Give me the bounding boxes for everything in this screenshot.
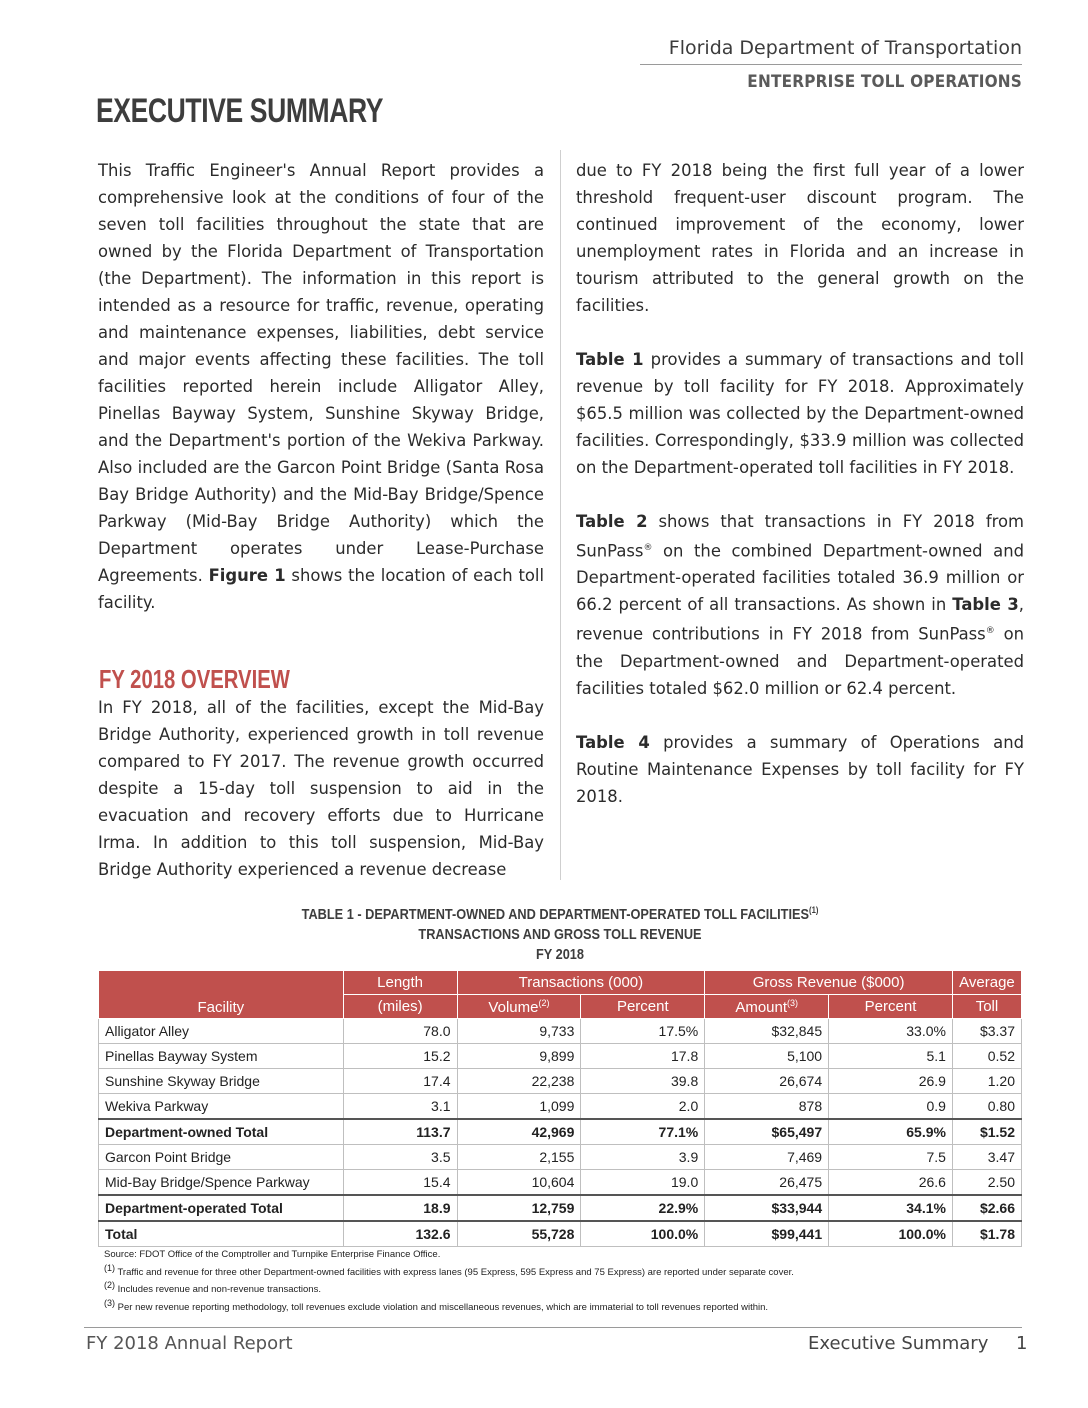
cell-rev-percent: 26.9 bbox=[829, 1069, 953, 1094]
cell-average-toll: 1.20 bbox=[952, 1069, 1021, 1094]
cell-average-toll: 0.80 bbox=[952, 1094, 1021, 1120]
cell-facility: Mid-Bay Bridge/Spence Parkway bbox=[99, 1170, 344, 1196]
cell-facility: Wekiva Parkway bbox=[99, 1094, 344, 1120]
header-volume bbox=[457, 995, 581, 1019]
page-title: EXECUTIVE SUMMARY bbox=[96, 92, 384, 130]
table-row bbox=[99, 1170, 1022, 1196]
table4-paragraph bbox=[576, 729, 1024, 810]
footnote-1-text: Traffic and revenue for three other Department-owned facilities with express lanes (95 Express, 595 Express and 75 Express) are reported under separate cover. bbox=[117, 1266, 794, 1278]
cell-volume: 12,759 bbox=[457, 1195, 581, 1221]
table2-text-c: , revenue contributions in FY 2018 from SunPass bbox=[576, 595, 1024, 644]
cell-trans-percent: 100.0% bbox=[581, 1221, 705, 1247]
cell-rev-percent: 26.6 bbox=[829, 1170, 953, 1196]
table-row bbox=[99, 1069, 1022, 1094]
cell-length: 15.2 bbox=[343, 1044, 457, 1069]
cell-trans-percent: 77.1% bbox=[581, 1119, 705, 1145]
table4-text: provides a summary of Operations and Routine Maintenance Expenses by toll facility for FY 2018. bbox=[576, 732, 1024, 806]
volume-footnote: (2) bbox=[538, 997, 550, 1008]
cell-facility: Garcon Point Bridge bbox=[99, 1145, 344, 1170]
header-length: Length bbox=[343, 971, 457, 995]
footnote-1-mark: (1) bbox=[104, 1262, 115, 1273]
cell-facility: Department-operated Total bbox=[99, 1195, 344, 1221]
registered-mark: ® bbox=[643, 543, 653, 553]
cell-rev-percent: 34.1% bbox=[829, 1195, 953, 1221]
cell-length: 113.7 bbox=[343, 1119, 457, 1145]
footnote-2-mark: (2) bbox=[104, 1280, 115, 1291]
cell-facility: Sunshine Skyway Bridge bbox=[99, 1069, 344, 1094]
table-row bbox=[99, 1044, 1022, 1069]
cell-facility: Alligator Alley bbox=[99, 1019, 344, 1044]
table-caption-line2: TRANSACTIONS AND GROSS TOLL REVENUE bbox=[418, 926, 702, 943]
cell-volume: 9,733 bbox=[457, 1019, 581, 1044]
header-organization: Florida Department of Transportation bbox=[668, 37, 1022, 59]
cell-trans-percent: 17.8 bbox=[581, 1044, 705, 1069]
cell-length: 3.5 bbox=[343, 1145, 457, 1170]
cell-volume: 10,604 bbox=[457, 1170, 581, 1196]
overview-heading: FY 2018 OVERVIEW bbox=[99, 664, 290, 694]
header-division: ENTERPRISE TOLL OPERATIONS bbox=[747, 72, 1022, 92]
cell-length: 3.1 bbox=[343, 1094, 457, 1120]
footer-report-name: FY 2018 Annual Report bbox=[86, 1333, 293, 1354]
overview-column bbox=[98, 694, 544, 883]
right-column bbox=[576, 157, 1024, 810]
table4-reference: Table 4 bbox=[576, 732, 650, 752]
cell-volume: 9,899 bbox=[457, 1044, 581, 1069]
table-total-row bbox=[99, 1119, 1022, 1145]
cell-amount: 7,469 bbox=[705, 1145, 829, 1170]
cell-trans-percent: 2.0 bbox=[581, 1094, 705, 1120]
header-divider bbox=[640, 64, 1022, 65]
table-total-row bbox=[99, 1195, 1022, 1221]
amount-label: Amount bbox=[735, 998, 788, 1016]
table-row bbox=[99, 1145, 1022, 1170]
caption-line1-text: TABLE 1 - DEPARTMENT-OWNED AND DEPARTMENT-OPERATED TOLL FACILITIES bbox=[301, 906, 810, 923]
table1-text: provides a summary of transactions and toll revenue by toll facility for FY 2018. Approximately $65.5 million was collected by the Department-owned facilities. Correspondingly, $33.9 million was collected on the Department-operated toll facilities in FY 2018. bbox=[576, 350, 1024, 477]
cell-volume: 22,238 bbox=[457, 1069, 581, 1094]
table-caption-line3: FY 2018 bbox=[536, 946, 584, 963]
cell-amount: 878 bbox=[705, 1094, 829, 1120]
right-intro-paragraph: due to FY 2018 being the first full year of a lower threshold frequent-user discount program. The continued improvement of the economy, lower unemployment rates in Florida and an increase in tourism attributed to the general growth on the facilities. bbox=[576, 161, 1024, 315]
cell-average-toll: $1.52 bbox=[952, 1119, 1021, 1145]
footer-section-name: Executive Summary bbox=[808, 1333, 989, 1354]
header-length-unit: (miles) bbox=[343, 995, 457, 1019]
cell-amount: 26,475 bbox=[705, 1170, 829, 1196]
header-transactions: Transactions (000) bbox=[457, 971, 705, 995]
cell-rev-percent: 7.5 bbox=[829, 1145, 953, 1170]
cell-amount: $33,944 bbox=[705, 1195, 829, 1221]
header-trans-percent: Percent bbox=[581, 995, 705, 1019]
cell-trans-percent: 22.9% bbox=[581, 1195, 705, 1221]
footnote-3 bbox=[104, 1297, 794, 1315]
table2-text-d: on the Department-owned and Department-operated facilities totaled $62.0 million or 62.4 percent. bbox=[576, 624, 1024, 698]
cell-amount: 5,100 bbox=[705, 1044, 829, 1069]
cell-rev-percent: 65.9% bbox=[829, 1119, 953, 1145]
header-revenue: Gross Revenue ($000) bbox=[705, 971, 953, 995]
footer-page-number: 1 bbox=[1016, 1333, 1028, 1354]
cell-amount: $99,441 bbox=[705, 1221, 829, 1247]
cell-rev-percent: 5.1 bbox=[829, 1044, 953, 1069]
cell-amount: $32,845 bbox=[705, 1019, 829, 1044]
cell-volume: 1,099 bbox=[457, 1094, 581, 1120]
table2-reference: Table 2 bbox=[576, 512, 648, 531]
caption-footnote-mark: (1) bbox=[809, 905, 819, 915]
toll-facilities-table bbox=[98, 970, 1022, 1247]
cell-volume: 42,969 bbox=[457, 1119, 581, 1145]
cell-trans-percent: 39.8 bbox=[581, 1069, 705, 1094]
volume-label: Volume bbox=[488, 998, 539, 1016]
cell-rev-percent: 100.0% bbox=[829, 1221, 953, 1247]
cell-volume: 2,155 bbox=[457, 1145, 581, 1170]
table-row bbox=[99, 1094, 1022, 1120]
cell-trans-percent: 3.9 bbox=[581, 1145, 705, 1170]
cell-trans-percent: 19.0 bbox=[581, 1170, 705, 1196]
cell-facility: Pinellas Bayway System bbox=[99, 1044, 344, 1069]
header-facility: Facility bbox=[99, 971, 344, 1019]
footnote-3-mark: (3) bbox=[104, 1297, 115, 1308]
registered-mark: ® bbox=[985, 626, 995, 637]
cell-length: 78.0 bbox=[343, 1019, 457, 1044]
cell-average-toll: $2.66 bbox=[952, 1195, 1021, 1221]
footnote-3-text: Per new revenue reporting methodology, toll revenues exclude violation and miscellaneous revenues, which are immaterial to toll revenues reported within. bbox=[117, 1301, 769, 1313]
cell-trans-percent: 17.5% bbox=[581, 1019, 705, 1044]
table2-text-a: shows that transactions in FY 2018 from SunPass bbox=[576, 512, 1024, 561]
header-amount bbox=[705, 995, 829, 1019]
header-rev-percent: Percent bbox=[829, 995, 953, 1019]
intro-text-end: shows the location of each toll facility. bbox=[98, 566, 545, 612]
cell-facility: Department-owned Total bbox=[99, 1119, 344, 1145]
cell-facility: Total bbox=[99, 1221, 344, 1247]
amount-footnote: (3) bbox=[787, 997, 799, 1008]
header-toll: Toll bbox=[952, 995, 1021, 1019]
figure-reference: Figure 1 bbox=[208, 566, 286, 585]
cell-length: 132.6 bbox=[343, 1221, 457, 1247]
table-caption-line1 bbox=[84, 900, 1036, 925]
footnote-1 bbox=[104, 1262, 794, 1280]
cell-rev-percent: 0.9 bbox=[829, 1094, 953, 1120]
table2-text-b: on the combined Department-owned and Department-operated facilities totaled 36.9 million or 66.2 percent of all transactions. As shown in bbox=[576, 541, 1024, 615]
cell-average-toll: 3.47 bbox=[952, 1145, 1021, 1170]
cell-rev-percent: 33.0% bbox=[829, 1019, 953, 1044]
footnote-2 bbox=[104, 1279, 794, 1297]
cell-average-toll: $1.78 bbox=[952, 1221, 1021, 1247]
cell-amount: $65,497 bbox=[705, 1119, 829, 1145]
source-note: Source: FDOT Office of the Comptroller and Turnpike Enterprise Finance Office. bbox=[104, 1249, 441, 1260]
cell-average-toll: $3.37 bbox=[952, 1019, 1021, 1044]
footnote-2-text: Includes revenue and non-revenue transactions. bbox=[117, 1284, 321, 1296]
intro-column bbox=[98, 157, 544, 616]
table1-paragraph bbox=[576, 346, 1024, 481]
header-average: Average bbox=[952, 971, 1021, 995]
cell-volume: 55,728 bbox=[457, 1221, 581, 1247]
column-divider bbox=[560, 150, 561, 880]
table2-paragraph bbox=[576, 508, 1024, 702]
cell-length: 17.4 bbox=[343, 1069, 457, 1094]
table-notes bbox=[104, 1249, 794, 1314]
table-caption bbox=[0, 900, 1088, 965]
cell-length: 18.9 bbox=[343, 1195, 457, 1221]
cell-average-toll: 2.50 bbox=[952, 1170, 1021, 1196]
cell-amount: 26,674 bbox=[705, 1069, 829, 1094]
table-grand-total-row bbox=[99, 1221, 1022, 1247]
intro-text: This Traffic Engineer's Annual Report provides a comprehensive look at the conditions of four of the seven toll facilities throughout the state that are owned by the Florida Department of Transportation (the Department). The information in this report is intended as a resource for traffic, revenue, operating and maintenance expenses, liabilities, debt service and major events affecting these facilities. The toll facilities reported herein include Alligator Alley, Pinellas Bayway System, Sunshine Skyway Bridge, and the Department's portion of the Wekiva Parkway. Also included are the Garcon Point Bridge (Santa Rosa Bay Bridge Authority) and the Mid-Bay Bridge/Spence Parkway (Mid-Bay Bridge Authority) which the Department operates under Lease-Purchase Agreements. bbox=[98, 161, 544, 585]
table1-reference: Table 1 bbox=[576, 350, 644, 369]
cell-length: 15.4 bbox=[343, 1170, 457, 1196]
table-row bbox=[99, 1019, 1022, 1044]
table3-reference: Table 3 bbox=[952, 595, 1019, 615]
footer-divider bbox=[84, 1327, 1022, 1328]
cell-average-toll: 0.52 bbox=[952, 1044, 1021, 1069]
overview-paragraph: In FY 2018, all of the facilities, except the Mid-Bay Bridge Authority, experienced growth in toll revenue compared to FY 2017. The revenue growth occurred despite a 15-day toll suspension to aid in the evacuation and recovery efforts due to Hurricane Irma. In addition to this toll suspension, Mid-Bay Bridge Authority experienced a revenue decrease bbox=[98, 698, 544, 879]
intro-paragraph bbox=[98, 157, 544, 616]
